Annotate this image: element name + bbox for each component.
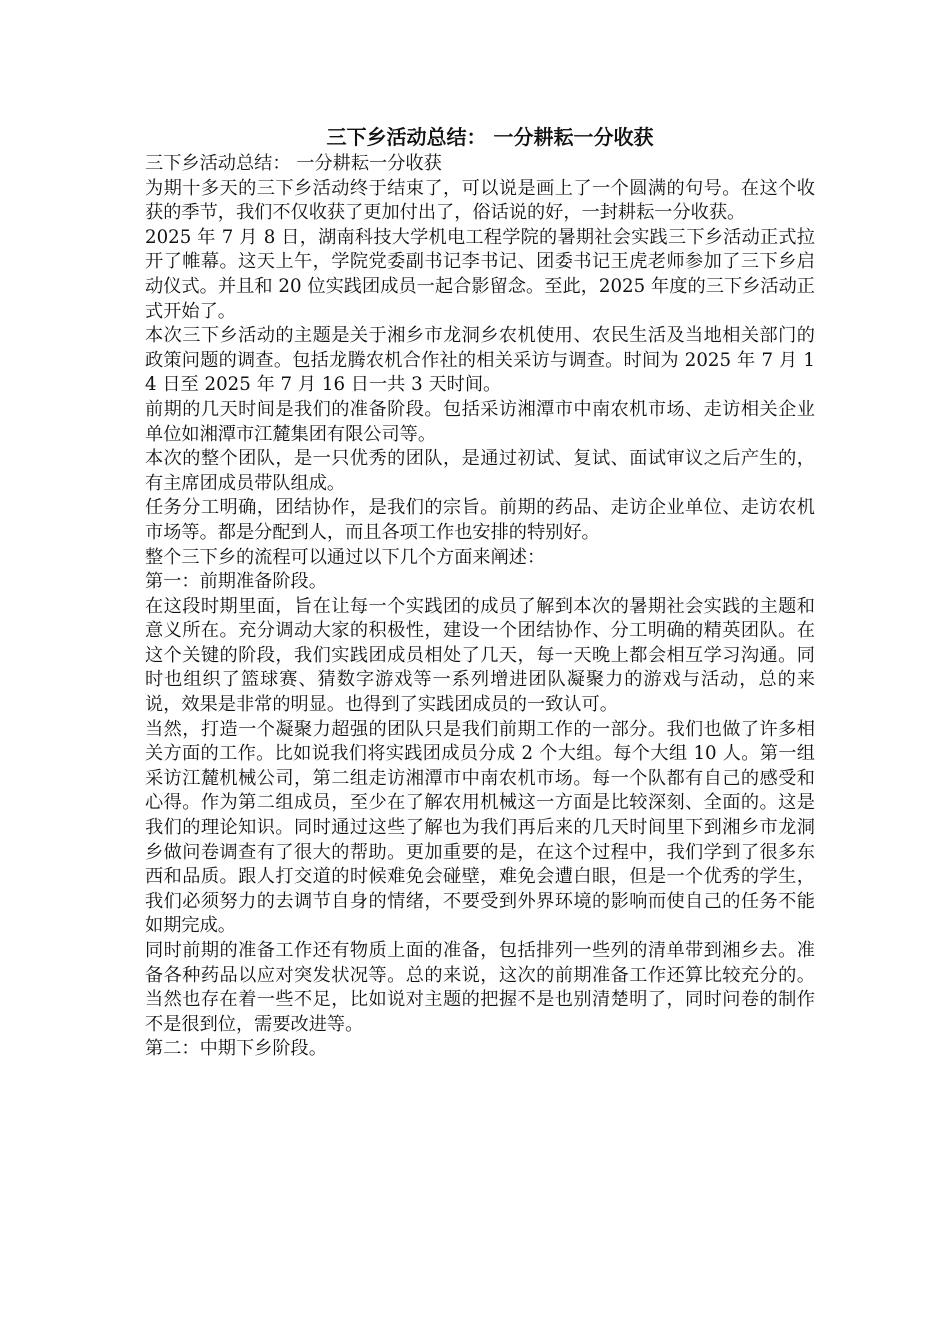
paragraph: 2025 年 7 月 8 日，湖南科技大学机电工程学院的暑期社会实践三下乡活动正式拉开了帷幕。这天上午，学院党委副书记李书记、团委书记王虎老师参加了三下乡启动仪式。并且和 20 位实践团成员一起合影留念。至此，2025 年度的三下乡活动正式开始了。 — [145, 226, 815, 322]
paragraph: 为期十多天的三下乡活动终于结束了，可以说是画上了一个圆满的句号。在这个收获的季节，我们不仅收获了更加付出了，俗话说的好，一封耕耘一分收获。 — [145, 177, 815, 224]
paragraph: 三下乡活动总结： 一分耕耘一分收获 — [145, 153, 442, 174]
paragraph: 当然，打造一个凝聚力超强的团队只是我们前期工作的一部分。我们也做了许多相关方面的工作。比如说我们将实践团成员分成 2 个大组。每个大组 10 人。第一组采访江麓机械公司，第二组走访湘潭市中南农机市场。每一个队都有自己的感受和心得。作为第二组成员，至少在了解农用机械这一方面是比较深刻、全面的。这是我们的理论知识。同时通过这些了解也为我们再后来的几天时间里下到湘乡市龙洞乡做问卷调查有了很大的帮助。更加重要的是，在这个过程中，我们学到了很多东西和品质。跟人打交道的时候难免会碰壁，难免会遭白眼，但是一个优秀的学生，我们必须努力的去调节自身的情绪，不要受到外界环境的影响而使自己的任务不能如期完成。 — [145, 718, 815, 937]
section-heading: 第一：前期准备阶段。 — [145, 571, 327, 593]
paragraph: 同时前期的准备工作还有物质上面的准备，包括排列一些列的清单带到湘乡去。准备各种药品以应对突发状况等。总的来说，这次的前期准备工作还算比较充分的。当然也存在着一些不足，比如说对主题的把握不是也别清楚明了，同时问卷的制作不是很到位，需要改进等。 — [145, 940, 815, 1035]
paragraph: 任务分工明确，团结协作，是我们的宗旨。前期的药品、走访企业单位、走访农机市场等。都是分配到人，而且各项工作也安排的特别好。 — [145, 497, 815, 543]
paragraph: 本次的整个团队，是一只优秀的团队，是通过初试、复试、面试审议之后产生的，有主席团成员带队组成。 — [145, 448, 815, 494]
paragraph: 整个三下乡的流程可以通过以下几个方面来阐述： — [145, 546, 546, 568]
section-heading: 第二：中期下乡阶段。 — [145, 1038, 327, 1060]
paragraph: 本次三下乡活动的主题是关于湘乡市龙洞乡农机使用、农民生活及当地相关部门的政策问题的调查。包括龙腾农机合作社的相关采访与调查。时间为 2025 年 7 月 14 日至 2025 年 7 月 16 日一共 3 天时间。 — [145, 325, 815, 396]
document-page — [145, 124, 815, 1062]
document-title: 三下乡活动总结： 一分耕耘一分收获 — [326, 125, 654, 149]
paragraph: 前期的几天时间是我们的准备阶段。包括采访湘潭市中南农机市场、走访相关企业单位如湘潭市江麓集团有限公司等。 — [145, 398, 815, 445]
paragraph: 在这段时期里面，旨在让每一个实践团的成员了解到本次的暑期社会实践的主题和意义所在。充分调动大家的积极性，建设一个团结协作、分工明确的精英团队。在这个关键的阶段，我们实践团成员相处了几天，每一天晚上都会相互学习沟通。同时也组织了篮球赛、猜数字游戏等一系列增进团队凝聚力的游戏与活动，总的来说，效果是非常的明显。也得到了实践团成员的一致认可。 — [145, 595, 815, 716]
